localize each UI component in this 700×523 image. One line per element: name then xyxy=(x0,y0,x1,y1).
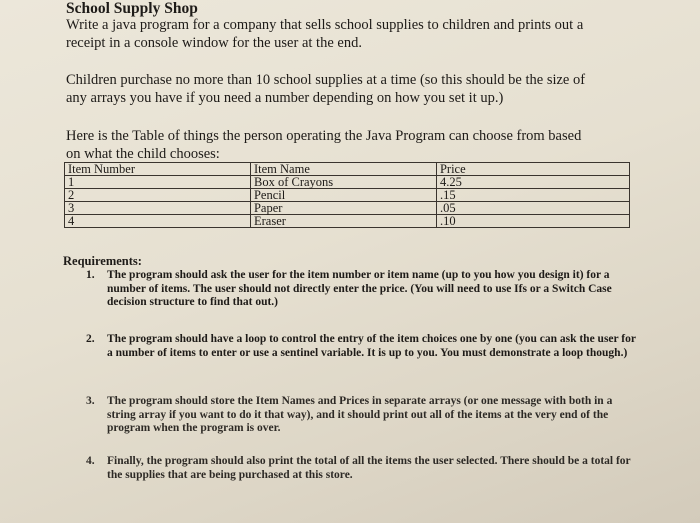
cell-item-name: Eraser xyxy=(250,215,436,228)
cell-price: .05 xyxy=(436,202,629,215)
table-row xyxy=(65,215,630,228)
table-row xyxy=(65,202,630,215)
cell-price: .10 xyxy=(436,215,629,228)
limit-paragraph xyxy=(66,71,585,107)
cell-item-number: 3 xyxy=(65,202,251,215)
table-intro-paragraph xyxy=(66,127,581,163)
table-row xyxy=(65,176,630,189)
intro-line: Write a java program for a company that sells school supplies to children and prints out a xyxy=(66,17,584,33)
table-intro-line: on what the child chooses: xyxy=(66,146,220,162)
cell-price: .15 xyxy=(436,189,629,202)
limit-line: Children purchase no more than 10 school supplies at a time (so this should be the size of xyxy=(66,72,586,88)
intro-paragraph xyxy=(66,16,583,52)
header-price: Price xyxy=(436,163,629,176)
items-table xyxy=(64,162,630,228)
cell-item-number: 1 xyxy=(65,176,251,189)
requirement-item xyxy=(86,395,637,436)
limit-line: any arrays you have if you need a number depending on how you set it up.) xyxy=(66,90,504,106)
table-header-row xyxy=(65,163,630,176)
cell-item-number: 4 xyxy=(65,215,251,228)
header-item-name: Item Name xyxy=(250,163,436,176)
requirement-text: The program should ask the user for the item number or item name (up to you how you design it) for a number of items. The user should not directly enter the price. (You will need to use Ifs or a Switch Case decision structure to find that out.) xyxy=(107,269,612,308)
table-row xyxy=(65,189,630,202)
cell-item-name: Box of Crayons xyxy=(250,176,436,189)
requirement-number: 1. xyxy=(86,269,95,281)
requirement-number: 4. xyxy=(86,455,95,467)
requirement-item xyxy=(86,269,637,310)
requirement-text: Finally, the program should also print the total of all the items the user selected. There should be a total for the supplies that are being purchased at this store. xyxy=(107,455,631,481)
page-title: School Supply Shop xyxy=(66,0,198,17)
requirement-number: 2. xyxy=(86,333,95,345)
table-intro-line: Here is the Table of things the person operating the Java Program can choose from based xyxy=(66,128,582,144)
requirement-text: The program should store the Item Names and Prices in separate arrays (or one message with both in a string array if you want to do it that way), and it should print out all of the items at the very end of the program when the program is over. xyxy=(107,395,613,434)
requirement-item xyxy=(86,455,637,482)
cell-price: 4.25 xyxy=(436,176,629,189)
header-item-number: Item Number xyxy=(65,163,251,176)
intro-line: receipt in a console window for the user at the end. xyxy=(66,35,362,51)
requirement-number: 3. xyxy=(86,395,95,407)
requirements-heading: Requirements: xyxy=(63,254,142,268)
cell-item-name: Paper xyxy=(250,202,436,215)
requirement-text: The program should have a loop to control the entry of the item choices one by one (you can ask the user for a number of items to enter or use a sentinel variable. It is up to you. You must demonstrate a loop though.) xyxy=(107,333,636,359)
cell-item-name: Pencil xyxy=(250,189,436,202)
requirement-item xyxy=(86,333,637,360)
cell-item-number: 2 xyxy=(65,189,251,202)
